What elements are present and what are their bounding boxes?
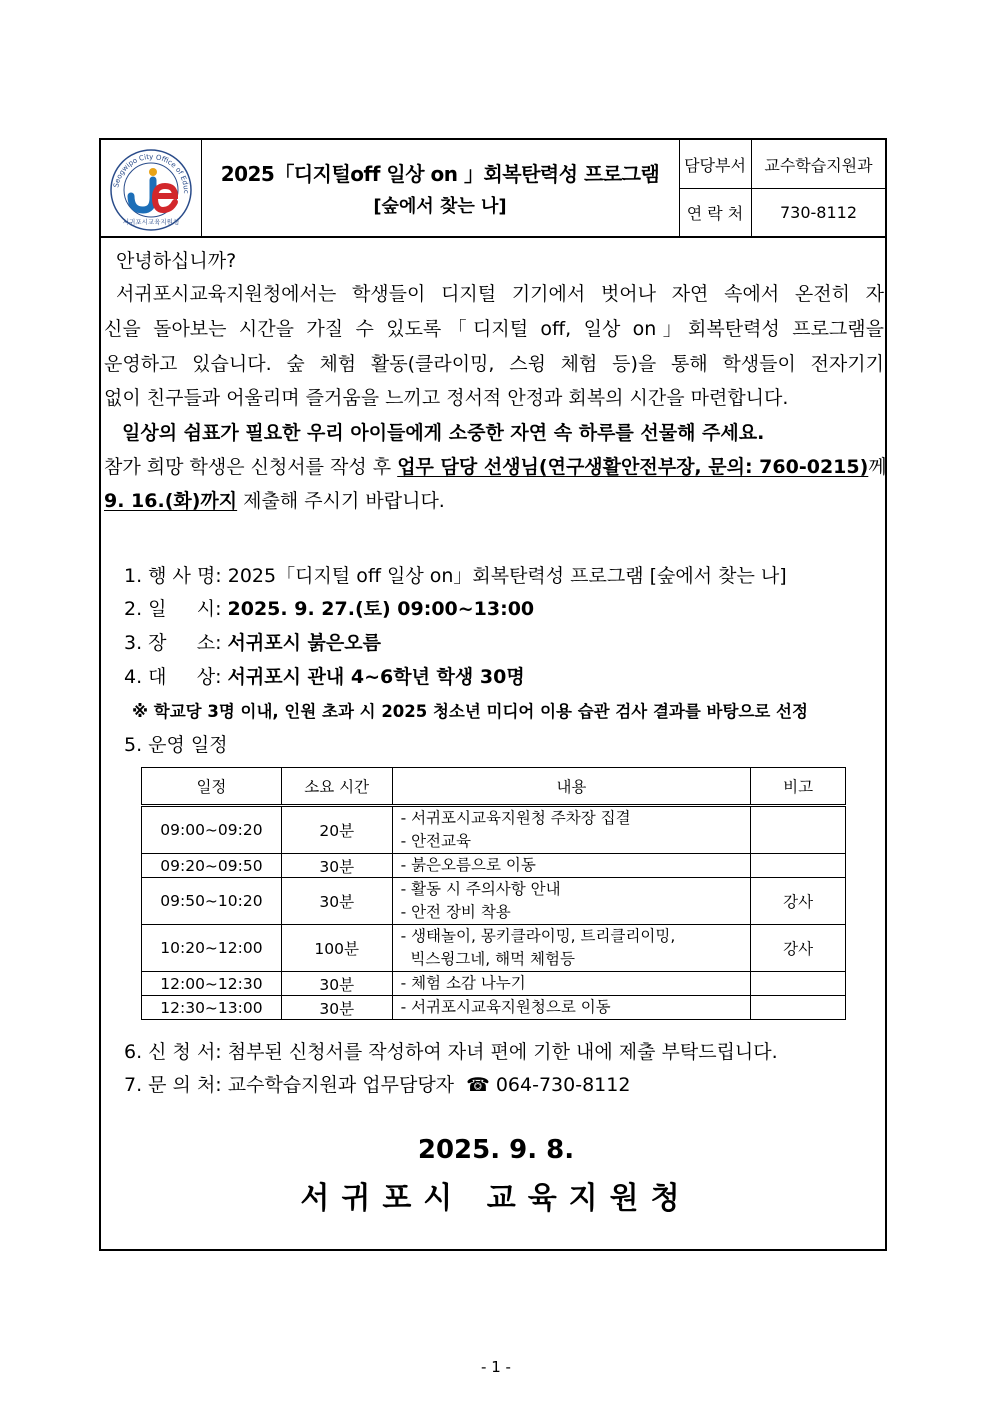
table-row: 12:00~12:30 30분 - 체험 소감 나누기 bbox=[142, 972, 846, 996]
header-table bbox=[101, 140, 885, 238]
apply-contact: 업무 담당 선생님(연구생활안전부장, 문의: 760-0215) bbox=[397, 456, 869, 478]
schedule-table bbox=[141, 767, 846, 1020]
dept-label: 담당부서 bbox=[679, 140, 752, 189]
item-place: 3. 장 소: 서귀포시 붉은오름 bbox=[124, 632, 381, 654]
apply-pre: 참가 희망 학생은 신청서를 작성 후 bbox=[104, 456, 398, 478]
event-name-value: 2025「디지털 off 일상 on」회복탄력성 프로그램 [숲에서 찾는 나] bbox=[227, 565, 787, 587]
item-schedule-label: 5. 운영 일정 bbox=[124, 734, 228, 756]
issuing-organization: 서귀포시 교육지원청 bbox=[300, 1181, 692, 1216]
para-line-3: 운영하고 있습니다. 숲 체험 활동(클라이밍, 스윙 체험 등)을 통해 학생들이 전자기기 bbox=[104, 353, 884, 375]
title-cell bbox=[201, 140, 680, 236]
document-title: 2025「디지털off 일상 on 」회복탄력성 프로그램 bbox=[220, 162, 660, 186]
svg-text:Seogwipo City Office of Educat: Seogwipo City Office of Educ bbox=[112, 152, 191, 194]
greeting: 안녕하십니까? bbox=[116, 250, 237, 272]
dept-value: 교수학습지원과 bbox=[752, 140, 885, 189]
schedule-header-row bbox=[142, 768, 846, 806]
deadline-post: 제출해 주시기 바랍니다. bbox=[237, 490, 445, 512]
table-row: 09:20~09:50 30분 - 붉은오름으로 이동 bbox=[142, 854, 846, 878]
issue-date: 2025. 9. 8. bbox=[417, 1135, 575, 1165]
deadline: 9. 16.(화)까지 bbox=[104, 490, 238, 512]
education-office-logo bbox=[101, 140, 201, 236]
item-event-name: 1. 행 사 명: 2025「디지털 off 일상 on」회복탄력성 프로그램 [숲에서 찾는 나] bbox=[124, 565, 787, 587]
contact-label: 연 락 처 bbox=[679, 189, 752, 236]
place-value: 서귀포시 붉은오름 bbox=[227, 632, 381, 654]
para-line-4: 없이 친구들과 어울리며 즐거움을 느끼고 정서적 안정과 회복의 시간을 마련합니다. bbox=[104, 387, 789, 409]
header-time: 일정 bbox=[142, 768, 282, 806]
apply-post: 께 bbox=[868, 456, 887, 478]
logo-cell bbox=[101, 140, 202, 236]
datetime-value: 2025. 9. 27.(토) 09:00~13:00 bbox=[227, 598, 535, 620]
contact-value: 730-8112 bbox=[779, 203, 858, 222]
emphasis-line: 일상의 쉼표가 필요한 우리 아이들에게 소중한 자연 속 하루를 선물해 주세요. bbox=[122, 422, 765, 444]
table-row: 09:50~10:20 30분 - 활동 시 주의사항 안내 - 안전 장비 착용 강사 bbox=[142, 878, 846, 925]
table-row: 12:30~13:00 30분 - 서귀포시교육지원청으로 이동 bbox=[142, 996, 846, 1020]
selection-note: ※ 학교당 3명 이내, 인원 초과 시 2025 청소년 미디어 이용 습관 검사 결과를 바탕으로 선정 bbox=[132, 702, 808, 721]
header-duration: 소요 시간 bbox=[281, 768, 392, 806]
item-datetime: 2. 일 시: 2025. 9. 27.(토) 09:00~13:00 bbox=[124, 598, 535, 620]
document-subtitle: [숲에서 찾는 나] bbox=[373, 196, 507, 217]
para-line-2: 신을 돌아보는 시간을 가질 수 있도록「디지털 off, 일상 on」회복탄력성 프로그램을 bbox=[104, 318, 884, 340]
svg-text:서귀포시교육지원청: 서귀포시교육지원청 bbox=[122, 218, 180, 226]
item-application: 6. 신 청 서: 첨부된 신청서를 작성하여 자녀 편에 기한 내에 제출 부탁드립니다. bbox=[124, 1041, 778, 1063]
table-row: 09:00~09:20 20분 - 서귀포시교육지원청 주차장 집결 - 안전교육 bbox=[142, 806, 846, 854]
header-content: 내용 bbox=[392, 768, 751, 806]
table-row: 10:20~12:00 100분 - 생태놀이, 몽키클라이밍, 트리클리이밍, 빅스윙그네, 해먹 체험등 강사 bbox=[142, 925, 846, 972]
target-value: 서귀포시 관내 4~6학년 학생 30명 bbox=[227, 666, 525, 688]
page-number: - 1 - bbox=[481, 1358, 511, 1376]
item-inquiry: 7. 문 의 처: 교수학습지원과 업무담당자 ☎ 064-730-8112 bbox=[124, 1074, 631, 1096]
apply-line bbox=[104, 452, 887, 479]
header-note: 비고 bbox=[751, 768, 846, 806]
para-line-1: 서귀포시교육지원청에서는 학생들이 디지털 기기에서 벗어나 자연 속에서 온전히 자 bbox=[116, 283, 884, 305]
item-target: 4. 대 상: 서귀포시 관내 4~6학년 학생 30명 bbox=[124, 666, 525, 688]
deadline-line bbox=[104, 486, 884, 513]
